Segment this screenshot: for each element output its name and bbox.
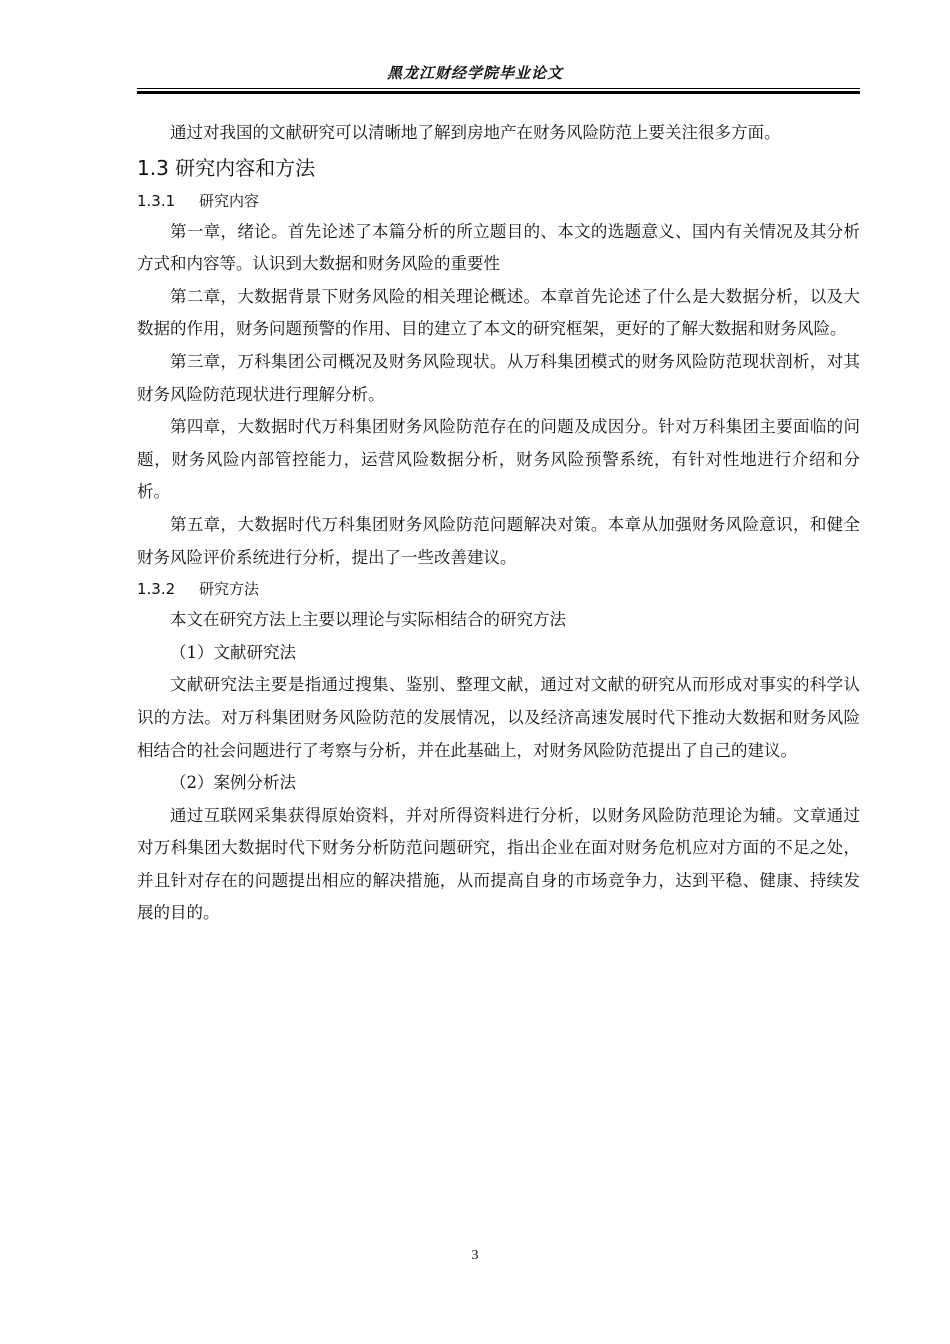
paragraph-chapter-4: 第四章，大数据时代万科集团财务风险防范存在的问题及成因分。针对万科集团主要面临的问题，财务风险内部管控能力，运营风险数据分析，财务风险预警系统，有针对性地进行介绍和分析。 (137, 417, 860, 502)
subsection-heading-1-3-1 (137, 186, 860, 216)
paragraph-method-intro: 本文在研究方法上主要以理论与实际相结合的研究方法 (170, 610, 566, 630)
subsection-number: 1.3.2 (137, 580, 176, 599)
running-header: 黑龙江财经学院毕业论文 (386, 64, 563, 82)
paragraph-chapter-2: 第二章，大数据背景下财务风险的相关理论概述。本章首先论述了什么是大数据分析，以及大数据的作用，财务问题预警的作用、目的建立了本文的研究框架，更好的了解大数据和财务风险。 (137, 286, 860, 339)
paragraph-chapter-1: 第一章，绪论。首先论述了本篇分析的所立题目的、本文的选题意义、国内有关情况及其分析方式和内容等。认识到大数据和财务风险的重要性 (137, 221, 860, 274)
paragraph-intro: 通过对我国的文献研究可以清晰地了解到房地产在财务风险防范上要关注很多方面。 (170, 123, 781, 142)
header-rule-thin (137, 88, 860, 89)
section-heading-1-3: 1.3 研究内容和方法 (137, 155, 316, 180)
header-rule-thick (137, 91, 860, 94)
paragraph-method-2: 通过互联网采集获得原始资料，并对所得资料进行分析，以财务风险防范理论为辅。文章通过对万科集团大数据时代下财务分析防范问题研究，指出企业在面对财务危机应对方面的不足之处，并且针对存在的问题提出相应的解决措施，从而提高自身的市场竞争力，达到平稳、健康、持续发展的目的。 (137, 805, 860, 923)
method-1-title: （1）文献研究法 (170, 642, 296, 662)
subsection-number: 1.3.1 (137, 191, 176, 210)
subsection-heading-1-3-2 (137, 574, 860, 604)
subsection-title: 研究内容 (199, 191, 260, 210)
page-body (137, 117, 860, 930)
paragraph-chapter-3: 第三章，万科集团公司概况及财务风险现状。从万科集团模式的财务风险防范现状剖析，对其财务风险防范现状进行理解分析。 (137, 351, 860, 404)
subsection-title: 研究方法 (199, 580, 260, 599)
page-number: 3 (471, 1248, 479, 1263)
method-2-title: （2）案例分析法 (170, 773, 296, 793)
paragraph-method-1: 文献研究法主要是指通过搜集、鉴别、整理文献，通过对文献的研究从而形成对事实的科学认识的方法。对万科集团财务风险防范的发展情况，以及经济高速发展时代下推动大数据和财务风险相结合的社会问题进行了考察与分析，并在此基础上，对财务风险防范提出了自己的建议。 (137, 675, 860, 760)
paragraph-chapter-5: 第五章，大数据时代万科集团财务风险防范问题解决对策。本章从加强财务风险意识，和健全财务风险评价系统进行分析，提出了一些改善建议。 (137, 514, 860, 567)
